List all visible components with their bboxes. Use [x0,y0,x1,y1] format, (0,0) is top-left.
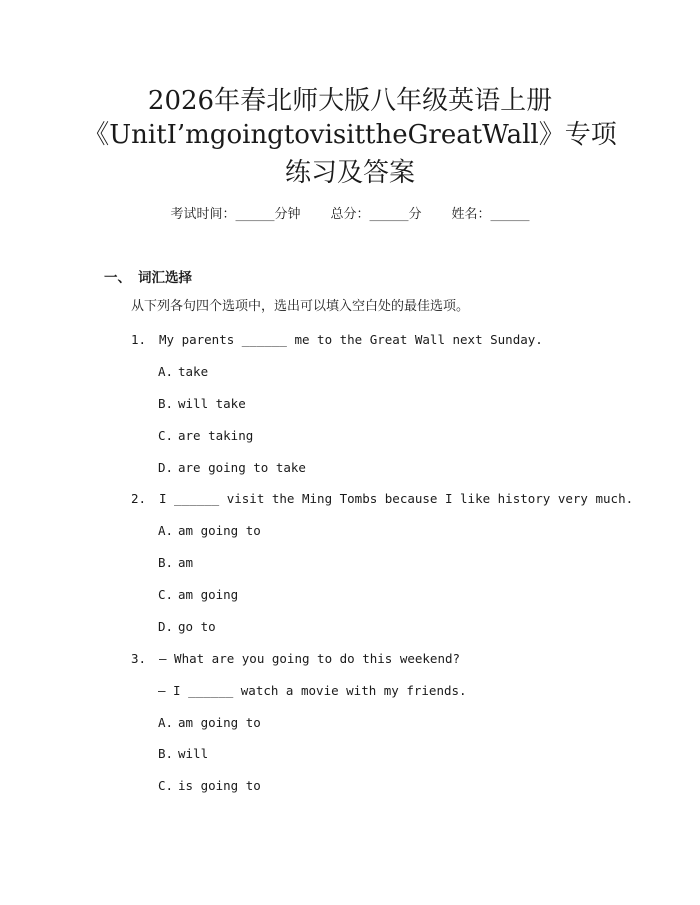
document-title-line-3: 练习及答案 [284,158,415,188]
question-3-option-a [158,714,261,732]
option-letter: C. [158,778,174,793]
option-letter: D. [158,460,174,475]
option-letter: B. [158,746,174,761]
document-title-line-1: 2026年春北师大版八年级英语上册 [147,86,553,116]
question-2-option-c [158,586,238,604]
question-number: 2. [131,491,147,506]
option-text: am going to [178,715,261,730]
option-letter: A. [158,523,174,538]
option-text: take [178,364,209,379]
question-stem: My parents ______ me to the Great Wall next Sunday. [159,332,543,347]
option-text: am going [178,587,239,602]
exam-meta [0,206,700,224]
question-3-option-b [158,745,208,763]
option-letter: D. [158,619,174,634]
option-letter: C. [158,587,174,602]
option-letter: A. [158,364,174,379]
option-text: go to [178,619,216,634]
question-number: 1. [131,332,147,347]
option-text: will take [178,396,246,411]
question-3 [131,650,460,668]
option-letter: C. [158,428,174,443]
question-3-stem-line-2: — I ______ watch a movie with my friends. [158,683,467,698]
option-text: is going to [178,778,261,793]
section-instruction: 从下列各句四个选项中，选出可以填入空白处的最佳选项。 [131,299,470,314]
question-1-option-d [158,459,306,477]
question-number: 3. [131,651,147,666]
question-1 [131,331,543,349]
option-letter: B. [158,555,174,570]
question-2 [131,490,633,508]
document-title-line-2: 《UnitI’mgoingtovisittheGreatWall》专项 [83,120,617,150]
option-text: are taking [178,428,254,443]
question-1-option-c [158,427,253,445]
option-text: am going to [178,523,261,538]
section-heading [104,266,192,286]
section-title: 词汇选择 [138,270,192,286]
option-text: will [178,746,209,761]
option-letter: A. [158,715,174,730]
option-text: are going to take [178,460,306,475]
option-text: am [178,555,194,570]
question-1-option-b [158,395,246,413]
question-2-option-b [158,554,193,572]
question-stem: — What are you going to do this weekend? [159,651,461,666]
section-number: 一、 [104,270,131,286]
question-2-option-a [158,522,261,540]
question-2-option-d [158,618,216,636]
question-stem: I ______ visit the Ming Tombs because I like history very much. [159,491,634,506]
question-3-option-c [158,777,261,795]
option-letter: B. [158,396,174,411]
exam-name-field: 姓名：______ [451,207,530,222]
question-1-option-a [158,363,208,381]
exam-score-field: 总分：______分 [330,207,422,222]
exam-time-field: 考试时间：______分钟 [170,207,301,222]
